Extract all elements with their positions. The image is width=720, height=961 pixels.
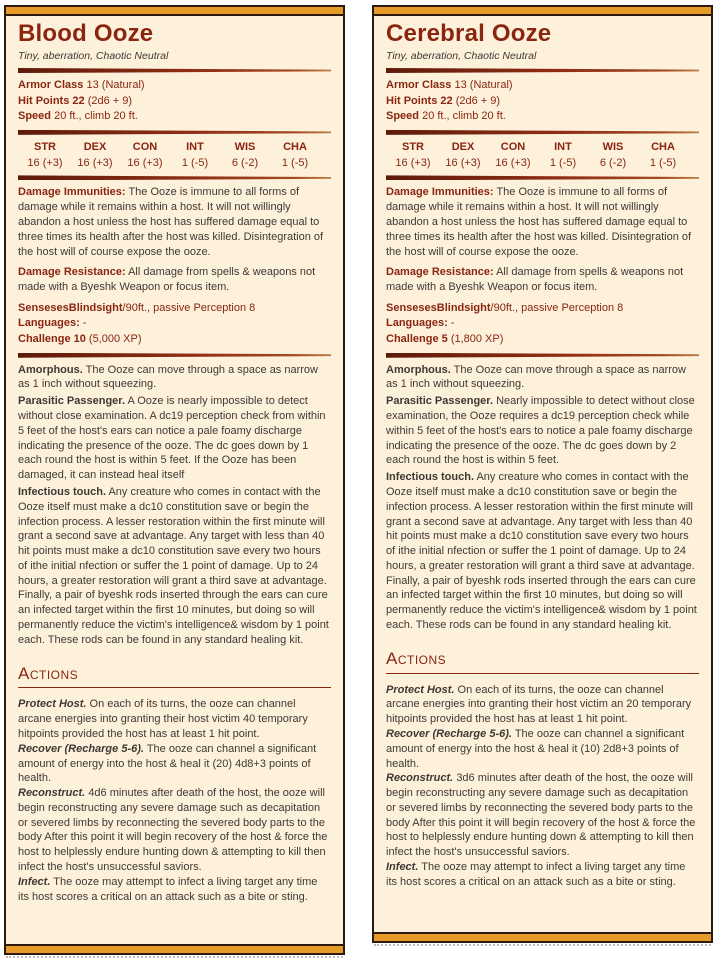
- taper-divider: [386, 353, 699, 358]
- action-infect: Infect. The ooze may attempt to infect a living target any time its host scores a critical on an attack such as a bite or sting.: [386, 861, 686, 888]
- card-bottom-accent-bar: [374, 932, 711, 941]
- monster-subtitle: Tiny, aberration, Chaotic Neutral: [18, 49, 169, 62]
- speed-value: 20 ft., climb 20 ft.: [54, 110, 138, 123]
- hit-points-line: [18, 94, 331, 110]
- ability-table: [18, 140, 331, 171]
- senses-line: SensesesBlindsight/90ft., passive Perception 8: [18, 301, 256, 314]
- taper-divider: [386, 175, 699, 180]
- ability-str: STR 16 (+3): [395, 140, 431, 169]
- speed-value: 20 ft., climb 20 ft.: [422, 110, 506, 123]
- action-protect-host: Protect Host. On each of its turns, the ooze can channel arcane energies into granting their host victim 40 temporary hitpoints provided the host has at least 1 hit point.: [18, 698, 308, 740]
- ability-dex: DEX 16 (+3): [445, 140, 481, 169]
- card-top-accent-bar: [374, 7, 711, 16]
- taper-divider: [386, 130, 699, 135]
- action-recover: Recover (Recharge 5-6). The ooze can channel a significant amount of energy into the host & heal it (10) 2d8+3 points of health.: [386, 727, 685, 770]
- ability-int: INT 1 (-5): [181, 140, 209, 169]
- hit-points-label: Hit Points 22: [386, 94, 453, 107]
- statblock-card-cerebral-ooze: [372, 5, 713, 943]
- action-reconstruct: Reconstruct. 3d6 minutes after death of the host, the ooze will begin reconstructing any severe damage such as decapitation or severed limbs by reconnecting the severed body parts to the body After this point it will begin recovery of the host & force the host to helplessly endure hunting down & attempting to kill then infect the host's unsuccessful saviors.: [386, 772, 696, 859]
- ability-cha: CHA 1 (-5): [281, 140, 309, 169]
- languages-line: Languages: -: [386, 317, 455, 330]
- traits-section: [18, 363, 331, 648]
- action-protect-host: Protect Host. On each of its turns, the ooze can channel arcane energies into granting their host victim an 20 temporary hitpoints provided the host has at least 1 hit point.: [386, 683, 692, 726]
- armor-class-value: 13 (Natural): [454, 79, 513, 92]
- hit-points-value: (2d6 + 9): [455, 94, 501, 107]
- taper-divider: [18, 68, 331, 73]
- traits-section: [386, 363, 699, 633]
- actions-heading: Actions: [386, 648, 699, 674]
- ability-dex: DEX 16 (+3): [77, 140, 113, 169]
- actions-heading: Actions: [18, 663, 331, 689]
- card-bottom-accent-bar: [6, 944, 343, 953]
- trait-infectious-touch: Infectious touch. Any creature who comes in contact with the Ooze itself must make a dc10 constitution save or begin the infection process. A lesser restoration within the first minute will grant a second save at advantage. Any target with less than 40 hit points must make a dc10 constitution save every two hours of ithe initial nfection or suffer the 1 point of damage. Up to 24 hours, a greater restoration will grant a third save at advantage. Finally, a pair of byeshk rods inserted through the ears can cure an infected target within the first 10 minutes, but doing so will permanently reduce the victim's intelligence& wisdom by 1 point each. These rods can be found in any standard healing kit.: [386, 471, 697, 631]
- senses-block: [18, 301, 331, 348]
- action-infect: Infect. The ooze may attempt to infect a living target any time its host scores a critical on an attack such as a bite or sting.: [18, 875, 318, 903]
- armor-class-line: [386, 78, 699, 94]
- senses-block: [386, 301, 699, 348]
- monster-title: Cerebral Ooze: [386, 20, 552, 47]
- card-content: [374, 16, 711, 932]
- damage-immunities: Damage Immunities: The Ooze is immune to all forms of damage while it remains within a host. It will not willingly abandon a host unless the host has suffered damage equal to three times its health after the host was killed. Disintegration of the host will of course expose the ooze.: [386, 186, 692, 258]
- ability-str: STR 16 (+3): [27, 140, 63, 169]
- armor-class-label: Armor Class: [18, 79, 84, 92]
- actions-section: [18, 697, 331, 904]
- languages-line: Languages: -: [18, 317, 87, 330]
- card-top-accent-bar: [6, 7, 343, 16]
- card-shadow: [374, 944, 711, 946]
- armor-class-line: [18, 78, 331, 94]
- hit-points-value: (2d6 + 9): [87, 94, 133, 107]
- ability-int: INT 1 (-5): [549, 140, 577, 169]
- hit-points-label: Hit Points 22: [18, 94, 85, 107]
- trait-parasitic-passenger: Parasitic Passenger. Nearly impossible to detect without close examination, the Ooze requires a dc19 perception check while within 5 feet of the host's ears to notice a pale foamy discharge indicating the presence of the ooze. The dc goes down by 2 each round the host is within 5 feet.: [386, 395, 695, 467]
- damage-resistance: Damage Resistance: All damage from spells & weapons not made with a Byeshk Weapon or focus item.: [18, 266, 316, 294]
- trait-parasitic-passenger: Parasitic Passenger. A Ooze is nearly impossible to detect without close examination. A dc19 perception check from within 5 feet of the host's ears can notice a pale foamy discharge indicating the presence of the ooze. The dc goes down by 1 each round the host is within 5 feet. If the Ooze has been damaged, it can instead heal itself: [18, 395, 326, 482]
- ability-con: CON 16 (+3): [127, 140, 163, 169]
- action-recover: Recover (Recharge 5-6). The ooze can channel a significant amount of energy into the host & heal it (20) 4d8+3 points of health.: [18, 742, 317, 785]
- hit-points-line: [386, 94, 699, 110]
- monster-title: Blood Ooze: [18, 20, 154, 47]
- speed-line: [18, 109, 331, 125]
- trait-amorphous: Amorphous. The Ooze can move through a space as narrow as 1 inch without squeezing.: [18, 363, 318, 391]
- armor-class-label: Armor Class: [386, 79, 452, 92]
- ability-wis: WIS 6 (-2): [231, 140, 259, 169]
- statblock-card-blood-ooze: [4, 5, 345, 955]
- ability-wis: WIS 6 (-2): [599, 140, 627, 169]
- actions-section: [386, 683, 699, 890]
- armor-class-value: 13 (Natural): [86, 79, 145, 92]
- taper-divider: [386, 68, 699, 73]
- challenge-line: Challenge 5 (1,800 XP): [386, 333, 504, 346]
- card-shadow: [6, 956, 343, 958]
- speed-label: Speed: [18, 110, 52, 123]
- damage-immunities: Damage Immunities: The Ooze is immune to all forms of damage while it remains within a host. It will not willingly abandon a host unless the host has suffered damage equal to three times its health after the host was killed. Disintegration of the host will of course expose the ooze.: [18, 186, 324, 258]
- ability-con: CON 16 (+3): [495, 140, 531, 169]
- taper-divider: [18, 175, 331, 180]
- speed-label: Speed: [386, 110, 420, 123]
- action-reconstruct: Reconstruct. 4d6 minutes after death of the host, the ooze will begin reconstructing any severe damage such as decapitation or severed limbs by reconnecting the severed body parts to the body After this point it will begin recovery of the host & force the host to helplessly endure hunting down & attempting to kill then infect the host's unsuccessful saviors.: [18, 787, 328, 873]
- ability-table: [386, 140, 699, 171]
- taper-divider: [18, 130, 331, 135]
- challenge-line: Challenge 10 (5,000 XP): [18, 333, 142, 346]
- card-content: [6, 16, 343, 944]
- ability-cha: CHA 1 (-5): [649, 140, 677, 169]
- senses-line: SensesesBlindsight/90ft., passive Perception 8: [386, 301, 624, 314]
- damage-resistance: Damage Resistance: All damage from spells & weapons not made with a Byeshk Weapon or focus item.: [386, 266, 684, 294]
- trait-infectious-touch: Infectious touch. Any creature who comes in contact with the Ooze itself must make a dc10 constitution save or begin the infection process. A lesser restoration within the first minute will grant a second save at advantage. Any target with less than 40 hit points must make a dc10 constitution save every two hours of ithe initial nfection or suffer the 1 point of damage. Up to 24 hours, a greater restoration will grant a third save at advantage. Finally, a pair of byeshk rods inserted through the ears can cure an infected target within the first 10 minutes, but doing so will permanently reduce the victim's intelligence& wisdom by 1 point each. These rods can be found in any standard healing kit.: [18, 485, 329, 646]
- taper-divider: [18, 353, 331, 358]
- monster-subtitle: Tiny, aberration, Chaotic Neutral: [386, 49, 537, 62]
- speed-line: [386, 109, 699, 125]
- trait-amorphous: Amorphous. The Ooze can move through a space as narrow as 1 inch without squeezing.: [386, 363, 686, 391]
